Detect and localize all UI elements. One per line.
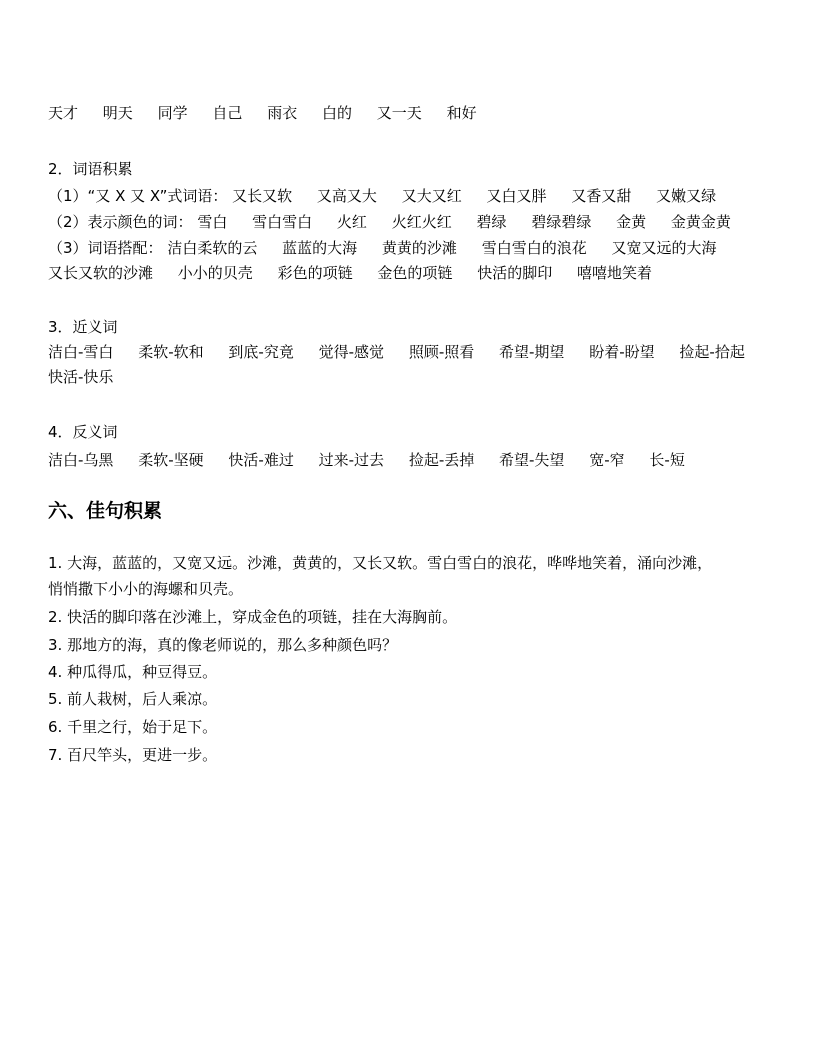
item: 又大又红 [401, 187, 462, 205]
section-2-title: 2．词语积累 [48, 160, 133, 178]
s3-line-2 [48, 366, 113, 388]
s2-line-4 [48, 262, 652, 284]
word: 明天 [102, 104, 133, 122]
item: 彩色的项链 [277, 264, 353, 282]
synonym-pair: 快活-快乐 [48, 368, 114, 386]
sentence: 悄悄撒下小小的海螺和贝壳。 [48, 580, 244, 598]
synonym-pair: 盼着-盼望 [589, 343, 655, 361]
synonym-pair: 捡起-拾起 [679, 343, 745, 361]
s4-line-1 [48, 449, 685, 471]
item: 又白又胖 [486, 187, 547, 205]
item: 黄黄的沙滩 [381, 239, 457, 257]
s2-line-2 [48, 211, 731, 233]
item: 又高又大 [316, 187, 377, 205]
section-3-title: 3．近义词 [48, 318, 118, 336]
item: 火红火红 [391, 213, 452, 231]
sentence: 1. 大海，蓝蓝的，又宽又远。沙滩，黄黄的，又长又软。雪白雪白的浪花，哗哗地笑着，涌向沙滩， [48, 554, 713, 572]
word: 又一天 [376, 104, 422, 122]
section-4-title: 4．反义词 [48, 423, 118, 441]
item: 蓝蓝的大海 [282, 239, 358, 257]
word: 天才 [48, 104, 79, 122]
item: 金黄 [616, 213, 647, 231]
antonym-pair: 希望-失望 [499, 451, 565, 469]
item: 金色的项链 [377, 264, 453, 282]
item: 快活的脚印 [477, 264, 553, 282]
word: 雨衣 [267, 104, 298, 122]
sentence: 2. 快活的脚印落在沙滩上，穿成金色的项链，挂在大海胸前。 [48, 608, 458, 626]
item: 又宽又远的大海 [611, 239, 717, 257]
item: 又长又软的沙滩 [48, 264, 154, 282]
synonym-pair: 柔软-软和 [138, 343, 204, 361]
antonym-pair: 捡起-丢掉 [408, 451, 475, 469]
word: 自己 [212, 104, 243, 122]
sentence: 5. 前人栽树，后人乘凉。 [48, 690, 218, 708]
antonym-pair: 柔软-坚硬 [138, 451, 204, 469]
antonym-pair: 快活-难过 [228, 451, 294, 469]
item: 金黄金黄 [670, 213, 731, 231]
s3-line-1 [48, 341, 745, 363]
item: 又嫩又绿 [656, 187, 717, 205]
item: 碧绿 [476, 213, 507, 231]
section-6-heading: 六、佳句积累 [48, 500, 163, 522]
label: （1）“又 X 又 X”式词语： [48, 187, 228, 205]
word: 和好 [446, 104, 477, 122]
s2-line-1 [48, 185, 716, 207]
item: 嘻嘻地笑着 [576, 264, 652, 282]
item: 雪白雪白的浪花 [481, 239, 587, 257]
label: （2）表示颜色的词： [48, 213, 193, 231]
synonym-pair: 到底-究竟 [228, 343, 294, 361]
item: 雪白 [197, 213, 228, 231]
item: 小小的贝壳 [177, 264, 253, 282]
sentence: 7. 百尺竿头，更进一步。 [48, 746, 218, 764]
antonym-pair: 长-短 [649, 451, 685, 469]
top-word-row [48, 102, 477, 124]
synonym-pair: 希望-期望 [499, 343, 565, 361]
item: 火红 [336, 213, 367, 231]
s2-line-3 [48, 237, 717, 259]
sentence: 3. 那地方的海，真的像老师说的，那么多种颜色吗？ [48, 636, 398, 654]
antonym-pair: 宽-窄 [589, 451, 625, 469]
antonym-pair: 过来-过去 [318, 451, 385, 469]
synonym-pair: 觉得-感觉 [318, 343, 385, 361]
sentence: 6. 千里之行，始于足下。 [48, 718, 218, 736]
label: （3）词语搭配： [48, 239, 163, 257]
item: 又长又软 [232, 187, 293, 205]
sentence: 4. 种瓜得瓜，种豆得豆。 [48, 663, 218, 681]
item: 碧绿碧绿 [531, 213, 592, 231]
item: 雪白雪白 [252, 213, 313, 231]
item: 又香又甜 [571, 187, 632, 205]
item: 洁白柔软的云 [167, 239, 258, 257]
word: 白的 [321, 104, 352, 122]
antonym-pair: 洁白-乌黑 [48, 451, 114, 469]
synonym-pair: 洁白-雪白 [48, 343, 114, 361]
synonym-pair: 照顾-照看 [408, 343, 475, 361]
word: 同学 [157, 104, 188, 122]
